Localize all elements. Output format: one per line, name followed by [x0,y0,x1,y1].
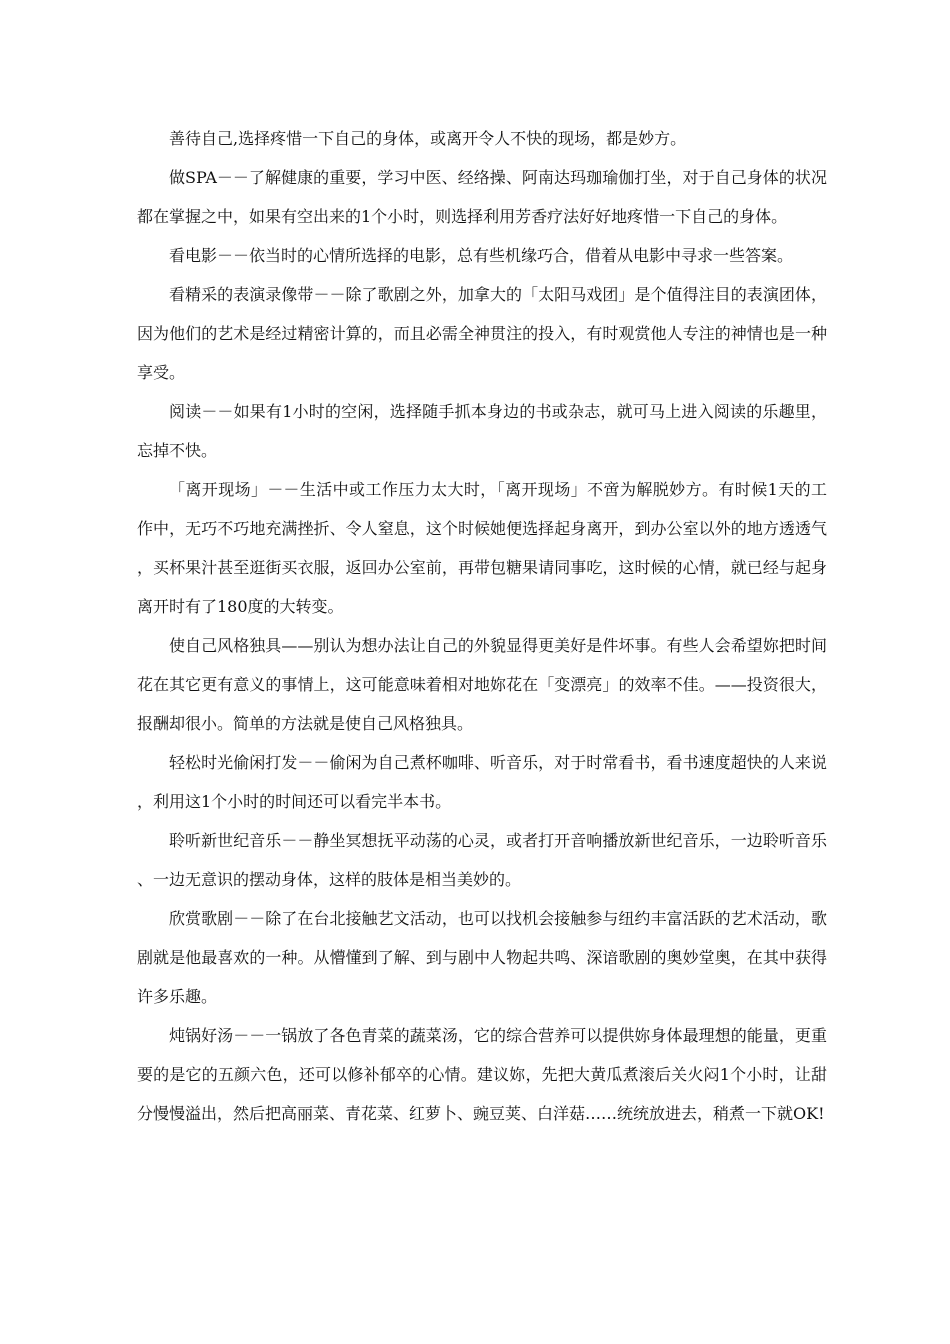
document-body [137,119,827,1133]
paragraph-leisure-time: 轻松时光偷闲打发－－偷闲为自己煮杯咖啡、听音乐，对于时常看书，看书速度超快的人来说，利用这1个小时的时间还可以看完半本书。 [137,753,827,811]
paragraph-reading: 阅读－－如果有1小时的空闲，选择随手抓本身边的书或杂志，就可马上进入阅读的乐趣里，忘掉不快。 [137,402,827,460]
paragraph-movie: 看电影－－依当时的心情所选择的电影，总有些机缘巧合，借着从电影中寻求一些答案。 [169,246,794,265]
paragraph-performance-video: 看精采的表演录像带－－除了歌剧之外，加拿大的「太阳马戏团」是个值得注目的表演团体，因为他们的艺术是经过精密计算的，而且必需全神贯注的投入，有时观赏他人专注的神情也是一种享受。 [137,285,827,382]
paragraph-opera: 欣赏歌剧－－除了在台北接触艺文活动，也可以找机会接触参与纽约丰富活跃的艺术活动，歌剧就是他最喜欢的一种。从懵懂到了解、到与剧中人物起共鸣、深谙歌剧的奥妙堂奥，在其中获得许多乐趣。 [137,909,827,1006]
paragraph-soup: 炖锅好汤－－一锅放了各色青菜的蔬菜汤，它的综合营养可以提供妳身体最理想的能量，更重要的是它的五颜六色，还可以修补郁卒的心情。建议妳，先把大黄瓜煮滚后关火闷1个小时，让甜分慢慢溢出，然后把高丽菜、青花菜、红萝卜、豌豆荚、白洋菇……统统放进去，稍煮一下就OK! [137,1026,827,1123]
paragraph-spa: 做SPA－－了解健康的重要，学习中医、经络操、阿南达玛珈瑜伽打坐，对于自己身体的状况都在掌握之中，如果有空出来的1个小时，则选择利用芳香疗法好好地疼惜一下自己的身体。 [137,168,827,226]
paragraph-unique-style: 使自己风格独具——别认为想办法让自己的外貌显得更美好是件坏事。有些人会希望妳把时间花在其它更有意义的事情上，这可能意味着相对地妳花在「变漂亮」的效率不佳。——投资很大，报酬却很小。简单的方法就是使自己风格独具。 [137,636,827,733]
paragraph-leave-scene: 「离开现场」－－生活中或工作压力太大时，「离开现场」不啻为解脱妙方。有时候1天的工作中，无巧不巧地充满挫折、令人窒息，这个时候她便选择起身离开，到办公室以外的地方透透气，买杯果汁甚至逛街买衣服，返回办公室前，再带包糖果请同事吃，这时候的心情，就已经与起身离开时有了180度的大转变。 [137,480,827,616]
paragraph-intro: 善待自己,选择疼惜一下自己的身体，或离开令人不快的现场，都是妙方。 [169,129,687,148]
paragraph-new-age-music: 聆听新世纪音乐－－静坐冥想抚平动荡的心灵，或者打开音响播放新世纪音乐，一边聆听音乐、一边无意识的摆动身体，这样的肢体是相当美妙的。 [137,831,827,889]
